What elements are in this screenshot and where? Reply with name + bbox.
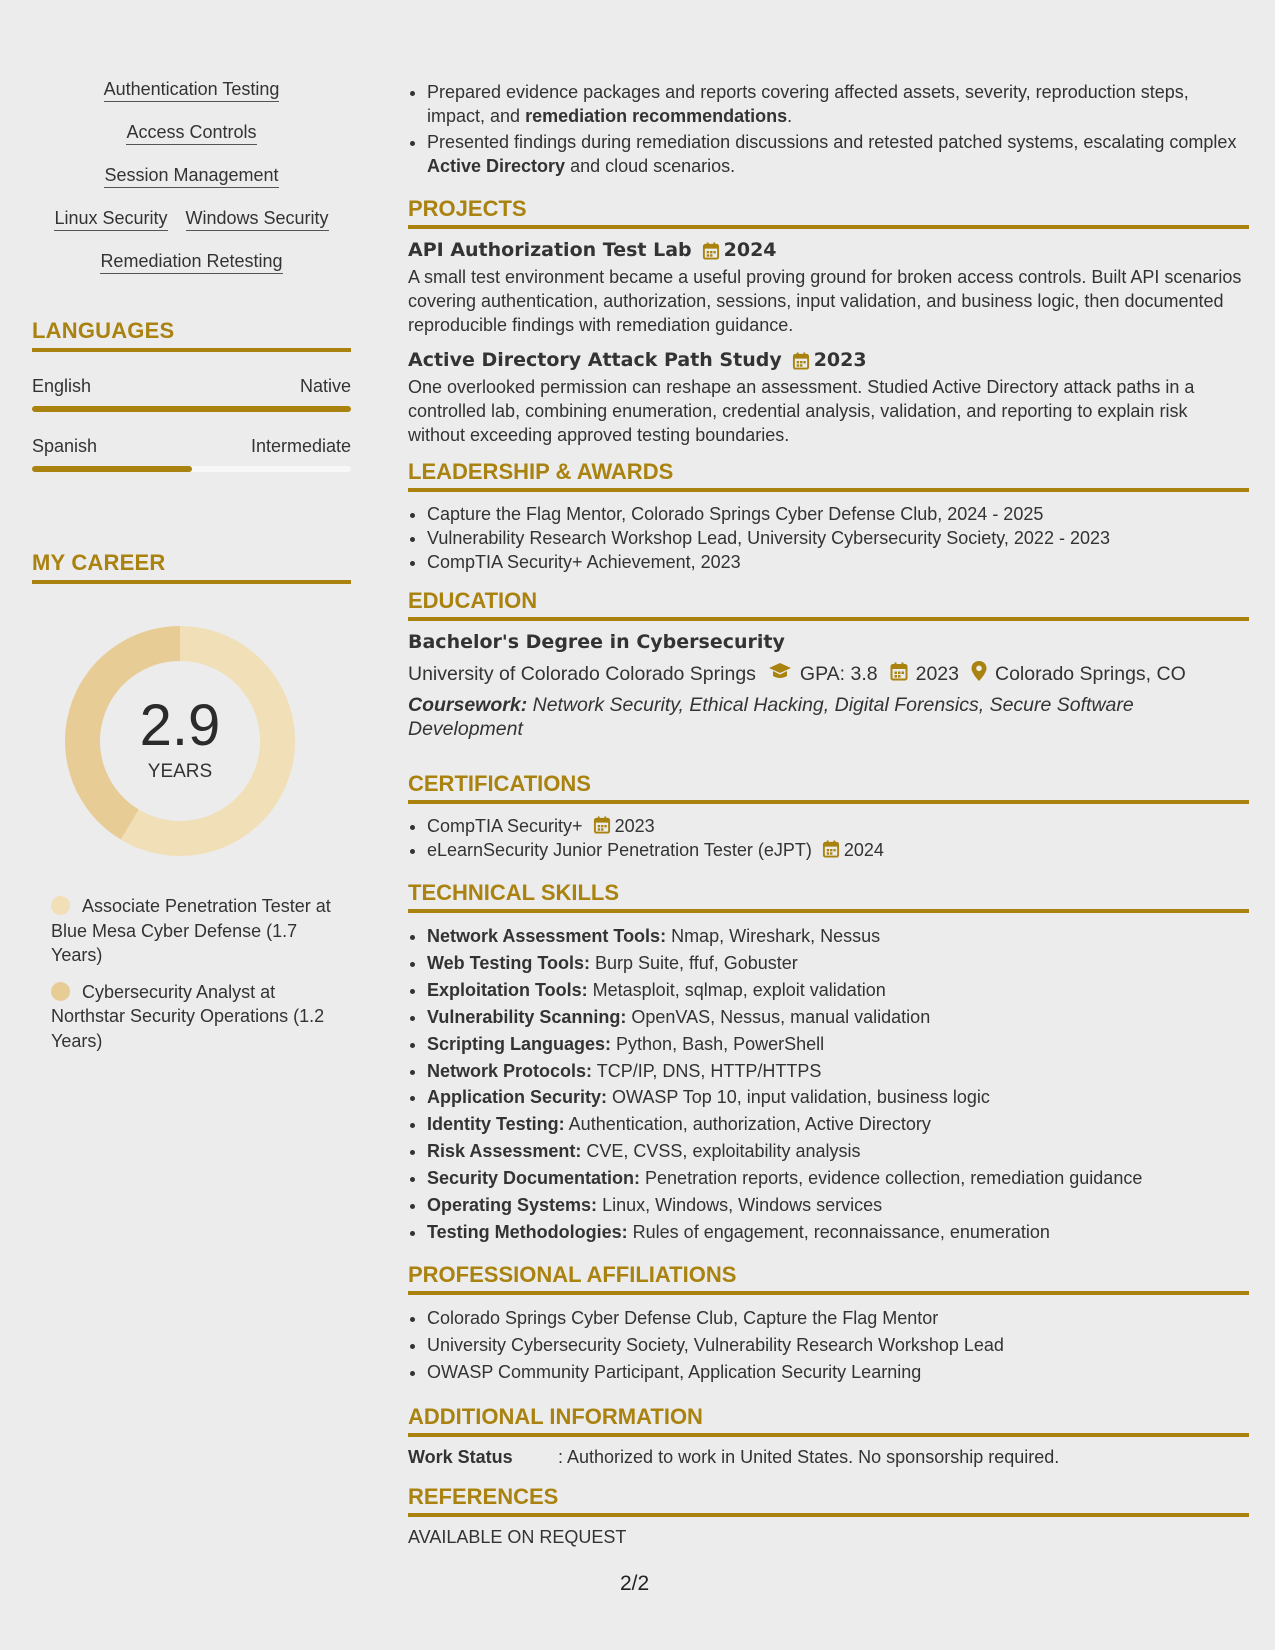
experience-bullet <box>427 80 1249 128</box>
languages-title: LANGUAGES <box>32 318 351 352</box>
career-legend-label: Cybersecurity Analyst at Northstar Security Operations (1.2 Years) <box>51 981 325 1051</box>
projects-list <box>408 239 1249 447</box>
career-legend-dot <box>51 982 70 1001</box>
education-location: Colorado Springs, CO <box>995 662 1186 685</box>
technical-skill-item <box>427 1031 1249 1058</box>
skill-values: Metasploit, sqlmap, exploit validation <box>587 979 886 1000</box>
skill-values: Authentication, authorization, Active Directory <box>564 1114 931 1135</box>
skill-category: Operating Systems: <box>427 1195 598 1216</box>
leadership-list <box>408 502 1249 574</box>
language-bar <box>32 406 351 412</box>
skill-tag-row <box>32 250 351 274</box>
certification-year: 2023 <box>614 816 655 836</box>
skill-tags <box>32 78 351 274</box>
affiliations-list <box>408 1305 1249 1386</box>
experience-bullets <box>408 80 1249 178</box>
skill-category: Exploitation Tools: <box>427 979 588 1000</box>
project-description: One overlooked permission can reshape an assessment. Studied Active Directory attack paths in a controlled lab, combining enumeration, credential analysis, validation, and reporting to explain risk without exceeding approved testing boundaries. <box>408 377 1195 445</box>
language-bar <box>32 466 351 472</box>
skill-tag-row <box>32 78 351 102</box>
bullet-text: Prepared evidence packages and reports covering affected assets, severity, reproduction steps, impact, and <box>427 82 1189 126</box>
certifications-title: CERTIFICATIONS <box>408 771 1249 804</box>
work-status-row <box>408 1447 1249 1468</box>
skill-tag-row <box>32 207 351 231</box>
projects-title: PROJECTS <box>408 196 1249 229</box>
language-row <box>32 436 351 457</box>
career-donut <box>65 626 295 856</box>
skill-category: Scripting Languages: <box>427 1033 612 1054</box>
skill-tag: Session Management <box>104 164 278 188</box>
project-year: 2024 <box>723 239 777 261</box>
skill-tag: Access Controls <box>126 121 256 145</box>
affiliation-item: • OWASP Community Participant, Application Security Learning <box>427 1359 1249 1386</box>
coursework-label: Coursework: <box>408 694 528 716</box>
skill-category: Network Assessment Tools: <box>427 926 667 946</box>
language-row <box>32 376 351 397</box>
project-description: A small test environment became a useful proving ground for broken access controls. Built API scenarios covering authentication, authorization, sessions, input validation, and business logic, then documented reproducible findings with remediation guidance. <box>408 267 1242 335</box>
calendar-icon <box>792 352 808 368</box>
affiliation-item: • Colorado Springs Cyber Defense Club, Capture the Flag Mentor <box>427 1305 1249 1332</box>
education-coursework <box>408 693 1249 741</box>
calendar-icon <box>890 662 908 687</box>
calendar-icon <box>702 242 718 258</box>
skill-category: Testing Methodologies: <box>427 1221 628 1242</box>
skill-values: OWASP Top 10, input validation, business logic <box>607 1087 990 1108</box>
skill-tag: Remediation Retesting <box>100 250 282 274</box>
additional-info-title: ADDITIONAL INFORMATION <box>408 1404 1249 1437</box>
certification-item <box>427 814 1249 838</box>
affiliation-item: • University Cybersecurity Society, Vulnerability Research Workshop Lead <box>427 1332 1249 1359</box>
leadership-item: • Capture the Flag Mentor, Colorado Springs Cyber Defense Club, 2024 - 2025 <box>427 502 1249 526</box>
language-level: Native <box>299 376 351 396</box>
references-text: AVAILABLE ON REQUEST <box>408 1526 627 1547</box>
bullet-text: . <box>787 106 793 126</box>
certification-item <box>427 838 1249 862</box>
skill-values: Burp Suite, ffuf, Gobuster <box>590 952 798 973</box>
skill-values: CVE, CVSS, exploitability analysis <box>581 1141 861 1162</box>
education-degree: Bachelor's Degree in Cybersecurity <box>408 631 785 653</box>
skill-tag: Authentication Testing <box>104 78 280 102</box>
skill-tag-row <box>32 164 351 188</box>
technical-skill-item <box>427 1084 1249 1111</box>
project-heading <box>408 239 1249 261</box>
calendar-icon <box>593 816 609 832</box>
career-legend-label: Associate Penetration Tester at Blue Mesa Cyber Defense (1.7 Years) <box>51 896 331 965</box>
leadership-title: LEADERSHIP & AWARDS <box>408 459 1249 492</box>
career-legend-item <box>51 980 331 1054</box>
skill-values: OpenVAS, Nessus, manual validation <box>626 1006 931 1027</box>
skill-tag-row <box>32 121 351 145</box>
page-number: 2/2 <box>620 1572 650 1595</box>
main-content <box>408 80 1249 1548</box>
career-title: MY CAREER <box>32 550 351 584</box>
sidebar <box>32 78 351 1065</box>
experience-bullet <box>427 130 1249 178</box>
project-name: Active Directory Attack Path Study <box>408 349 782 371</box>
language-item <box>32 436 351 472</box>
career-legend <box>51 894 331 1053</box>
affiliations-title: PROFESSIONAL AFFILIATIONS <box>408 1262 1249 1295</box>
skill-category: Vulnerability Scanning: <box>427 1006 627 1027</box>
career-total: 2.9 <box>139 693 221 758</box>
technical-skills-title: TECHNICAL SKILLS <box>408 880 1249 913</box>
skill-category: Identity Testing: <box>427 1114 565 1135</box>
leadership-item: • CompTIA Security+ Achievement, 2023 <box>427 550 1249 574</box>
skill-tag: Linux Security <box>54 207 167 231</box>
skill-category: Application Security: <box>427 1087 608 1108</box>
certification-name: CompTIA Security+ <box>427 816 583 836</box>
project-year: 2023 <box>813 349 867 371</box>
technical-skill-item <box>427 1111 1249 1138</box>
education-gpa: GPA: 3.8 <box>799 662 878 685</box>
technical-skill-item <box>427 1058 1249 1085</box>
language-level: Intermediate <box>250 436 351 456</box>
calendar-icon <box>822 840 838 856</box>
technical-skill-item <box>427 950 1249 977</box>
bullet-text: Presented findings during remediation discussions and retested patched systems, escalating complex <box>427 132 1237 152</box>
skill-values: Rules of engagement, reconnaissance, enumeration <box>627 1221 1050 1242</box>
education-year: 2023 <box>915 662 959 685</box>
technical-skill-item <box>427 977 1249 1004</box>
skill-category: Web Testing Tools: <box>427 952 590 973</box>
technical-skill-item <box>427 1192 1249 1219</box>
technical-skill-item <box>427 1219 1249 1246</box>
technical-skill-item <box>427 923 1249 950</box>
skill-values: Penetration reports, evidence collection, remediation guidance <box>640 1168 1143 1189</box>
bullet-bold: remediation recommendations <box>525 106 788 126</box>
coursework-list: Network Security, Ethical Hacking, Digital Forensics, Secure Software Development <box>408 694 1134 740</box>
language-name: English <box>32 376 92 396</box>
skill-category: Network Protocols: <box>427 1060 593 1081</box>
technical-skills-list <box>408 923 1249 1246</box>
skill-tag: Windows Security <box>186 207 329 231</box>
languages-list <box>32 376 351 472</box>
skill-values: Linux, Windows, Windows services <box>597 1195 883 1216</box>
skill-values: Python, Bash, PowerShell <box>611 1033 825 1054</box>
language-item <box>32 376 351 412</box>
skill-values: TCP/IP, DNS, HTTP/HTTPS <box>592 1060 822 1081</box>
leadership-item: • Vulnerability Research Workshop Lead, University Cybersecurity Society, 2022 - 2023 <box>427 526 1249 550</box>
work-status-label: Work Status <box>408 1446 513 1467</box>
technical-skill-item <box>427 1138 1249 1165</box>
map-pin-icon <box>971 661 987 687</box>
skill-category: Risk Assessment: <box>427 1141 582 1162</box>
language-bar-fill <box>32 406 351 412</box>
certification-year: 2024 <box>843 840 884 860</box>
career-unit: YEARS <box>147 761 213 782</box>
project-heading <box>408 349 1249 371</box>
bullet-text: and cloud scenarios. <box>565 156 736 176</box>
career-legend-dot <box>51 896 70 915</box>
career-legend-item <box>51 894 331 968</box>
skill-values: Nmap, Wireshark, Nessus <box>666 926 881 946</box>
education-title: EDUCATION <box>408 588 1249 621</box>
references-title: REFERENCES <box>408 1484 1249 1517</box>
work-status-value: : Authorized to work in United States. No sponsorship required. <box>558 1446 1060 1467</box>
skill-category: Security Documentation: <box>427 1168 641 1189</box>
project-name: API Authorization Test Lab <box>408 239 692 261</box>
technical-skill-item <box>427 1165 1249 1192</box>
language-bar-fill <box>32 466 192 472</box>
bullet-bold: Active Directory <box>427 156 566 176</box>
certifications-list <box>408 814 1249 862</box>
graduation-cap-icon <box>768 662 792 686</box>
certification-name: eLearnSecurity Junior Penetration Tester (eJPT) <box>427 840 812 860</box>
technical-skill-item <box>427 1004 1249 1031</box>
language-name: Spanish <box>32 436 98 456</box>
education-school: University of Colorado Colorado Springs <box>408 662 756 685</box>
education-details <box>408 661 1249 687</box>
